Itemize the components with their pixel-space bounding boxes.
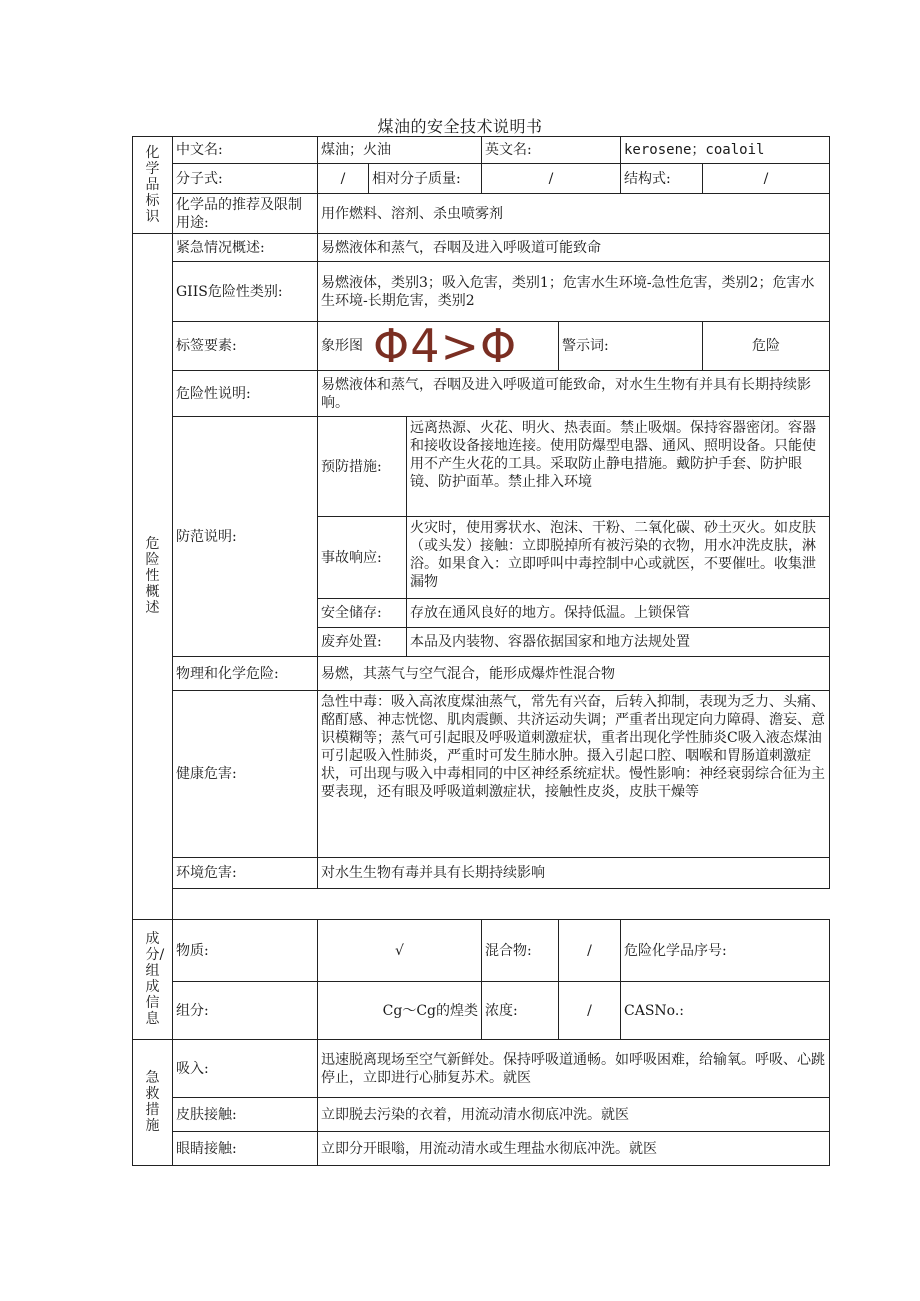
pictogram-flame-icon: Φ4>Φ — [373, 321, 518, 371]
concentration-label: 浓度: — [482, 982, 559, 1040]
environment-label: 环境危害: — [173, 858, 318, 889]
response-label: 事故响应: — [318, 517, 407, 599]
health-label: 健康危害: — [173, 691, 318, 858]
cn-name-label: 中文名: — [173, 137, 318, 164]
health-value: 急性中毒：吸入高浓度煤油蒸气，常先有兴奋，后转入抑制，表现为乏力、头痛、酩酊感、神志恍惚、肌肉震颤、共济运动失调；严重者出现定向力障碍、澹妄、意识模糊等；蒸气可引起眼及呼吸道刺激症状，重者出现化学性肺炎C吸入液态煤油可引起吸入性肺炎，严重时可发生肺水肿。摄入引起口腔、咽喉和胃肠道刺激症状，可出现与吸入中毒相同的中区神经系统症状。慢性影响：神经衰弱综合征为主要表现，还有眼及呼吸道刺激症状，接触性皮炎，皮肤干燥等 — [318, 691, 830, 858]
response-value: 火灾时，使用雾状水、泡沫、干粉、二氧化碳、砂土灭火。如皮肤（或头发）接触：立即脱掉所有被污染的衣物，用水冲洗皮肤，淋浴。如果食入：立即呼叫中毒控制中心或就医，不要催吐。收集泄漏物 — [407, 517, 830, 599]
formula-value: / — [318, 164, 369, 194]
document-title: 煤油的安全技术说明书 — [377, 117, 543, 136]
inhalation-label: 吸入: — [173, 1040, 318, 1098]
pictogram-label: 象形图 — [321, 338, 363, 354]
ghs-label: GIIS危险性类别: — [173, 262, 318, 322]
formula-label: 分子式: — [173, 164, 318, 194]
section-first-aid: 急救措施 — [133, 1040, 173, 1166]
prevention-value: 远离热源、火花、明火、热表面。禁止吸烟。保持容器密闭。容器和接收设备接地连接。使用防爆型电器、通风、照明设备。只能使用不产生火花的工具。采取防止静电措施。戴防护手套、防护眼镜、防护面革。禁止排入环境 — [407, 417, 830, 517]
structure-value: / — [703, 164, 830, 194]
physchem-label: 物理和化学危险: — [173, 657, 318, 691]
concentration-value: / — [559, 982, 621, 1040]
storage-value: 存放在通风良好的地方。保持低温。上锁保管 — [407, 599, 830, 628]
en-name-value: kerosene；coaloil — [621, 137, 830, 164]
statement-value: 易燃液体和蒸气，吞咽及进入呼吸道可能致命，对水生生物有并具有长期持续影响。 — [318, 371, 830, 417]
section-identification: 化学品标识 — [133, 137, 173, 234]
substance-label: 物质: — [173, 920, 318, 982]
emergency-label: 紧急情况概述: — [173, 234, 318, 262]
prevention-label: 预防措施: — [318, 417, 407, 517]
eye-contact-value: 立即分开眼嗡，用流动清水或生理盐水彻底冲洗。就医 — [318, 1132, 830, 1166]
precaution-label: 防范说明: — [173, 417, 318, 657]
cas-label: CASNo.: — [621, 982, 830, 1040]
component-value: Cg～Cg的煌类 — [318, 982, 482, 1040]
mixture-label: 混合物: — [482, 920, 559, 982]
ghs-value: 易燃液体，类别3；吸入危害，类别1；危害水生环境-急性危害，类别2；危害水生环境-长期危害，类别2 — [318, 262, 830, 322]
use-label: 化学品的推荐及限制用途: — [173, 194, 318, 234]
mixture-value: / — [559, 920, 621, 982]
section-composition: 成分/组成信息 — [133, 920, 173, 1040]
emergency-value: 易燃液体和蒸气，吞咽及进入呼吸道可能致命 — [318, 234, 830, 262]
structure-label: 结构式: — [621, 164, 703, 194]
safety-data-table — [132, 136, 825, 1166]
signal-word-label: 警示词: — [559, 322, 703, 371]
label-elements-label: 标签要素: — [173, 322, 318, 371]
signal-word-value: 危险 — [703, 322, 830, 371]
pictogram-cell — [318, 322, 559, 371]
mol-weight-value: / — [482, 164, 621, 194]
storage-label: 安全储存: — [318, 599, 407, 628]
skin-contact-label: 皮肤接触: — [173, 1098, 318, 1132]
cn-name-value: 煤油；火油 — [318, 137, 482, 164]
statement-label: 危险性说明: — [173, 371, 318, 417]
section-hazard: 危险性概述 — [133, 234, 173, 920]
substance-value: √ — [318, 920, 482, 982]
disposal-label: 废弃处置: — [318, 628, 407, 657]
use-value: 用作燃料、溶剂、杀虫喷雾剂 — [318, 194, 830, 234]
environment-value: 对水生生物有毒并具有长期持续影响 — [318, 858, 830, 889]
hazard-no-label: 危险化学品序号: — [621, 920, 830, 982]
disposal-value: 本品及内装物、容器依据国家和地方法规处置 — [407, 628, 830, 657]
skin-contact-value: 立即脱去污染的衣着，用流动清水彻底冲洗。就医 — [318, 1098, 830, 1132]
mol-weight-label: 相对分子质量: — [369, 164, 482, 194]
eye-contact-label: 眼睛接触: — [173, 1132, 318, 1166]
physchem-value: 易燃，其蒸气与空气混合，能形成爆炸性混合物 — [318, 657, 830, 691]
en-name-label: 英文名: — [482, 137, 621, 164]
component-label: 组分: — [173, 982, 318, 1040]
inhalation-value: 迅速脱离现场至空气新鲜处。保持呼吸道通畅。如呼吸困难，给输氧。呼吸、心跳停止，立即进行心肺复苏术。就医 — [318, 1040, 830, 1098]
